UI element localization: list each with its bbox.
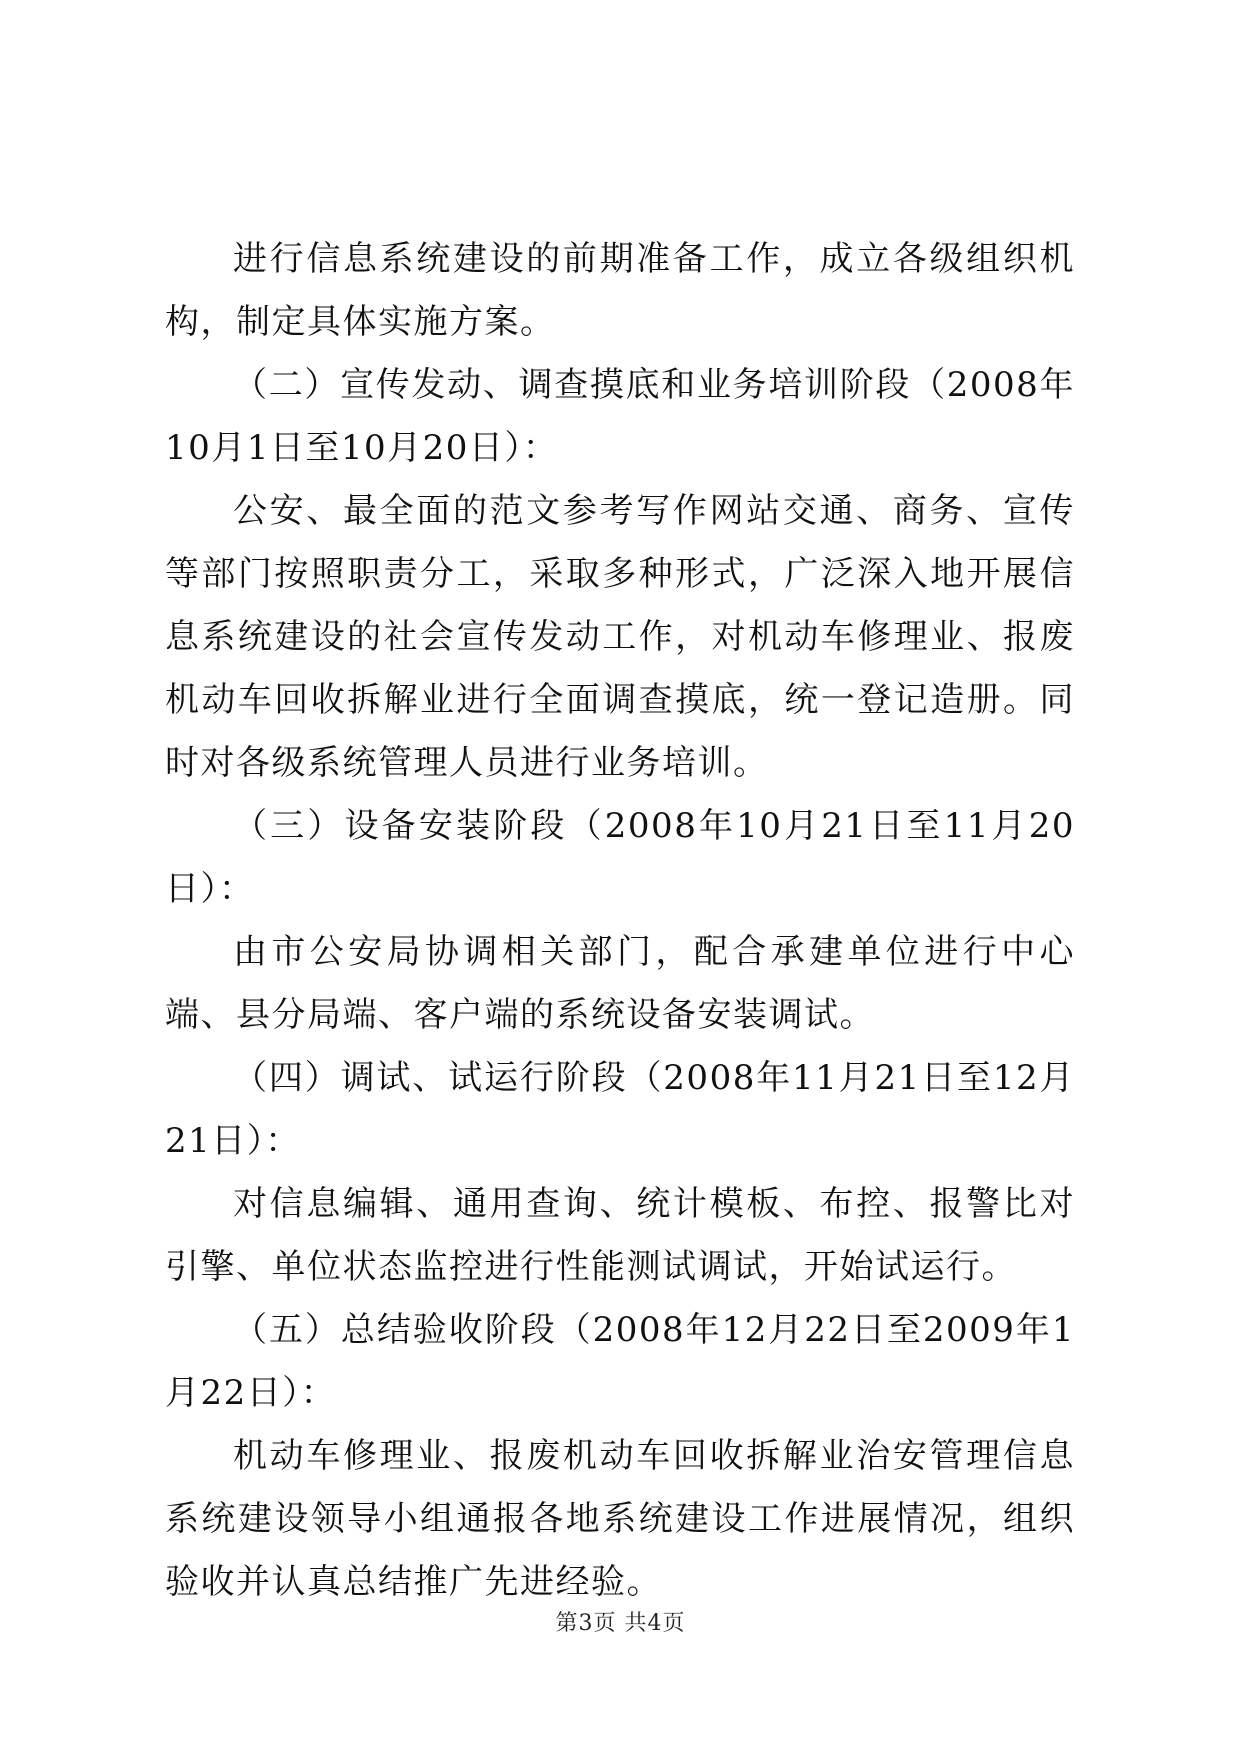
heading-stage-two: （二）宣传发动、调查摸底和业务培训阶段（2008年10月1日至10月20日）： — [165, 365, 1075, 468]
heading-stage-three: （三）设备安装阶段（2008年10月21日至11月20日）： — [165, 806, 1075, 909]
paragraph-stage-five: 机动车修理业、报废机动车回收拆解业治安管理信息系统建设领导小组通报各地系统建设工作进展情况，组织验收并认真总结推广先进经验。 — [165, 1436, 1075, 1602]
paragraph-stage-two: 公安、最全面的范文参考写作网站交通、商务、宣传等部门按照职责分工，采取多种形式，广泛深入地开展信息系统建设的社会宣传发动工作，对机动车修理业、报废机动车回收拆解业进行全面调查摸底，统一登记造册。同时对各级系统管理人员进行业务培训。 — [165, 491, 1075, 783]
page-number-footer: 第3页 共4页 — [555, 1611, 686, 1636]
heading-stage-four: （四）调试、试运行阶段（2008年11月21日至12月21日）： — [165, 1058, 1075, 1161]
paragraph-stage-four: 对信息编辑、通用查询、统计模板、布控、报警比对引擎、单位状态监控进行性能测试调试，开始试运行。 — [165, 1184, 1075, 1287]
document-body — [165, 228, 1075, 1614]
paragraph-stage-three: 由市公安局协调相关部门，配合承建单位进行中心端、县分局端、客户端的系统设备安装调试。 — [165, 932, 1075, 1035]
paragraph-preparation: 进行信息系统建设的前期准备工作，成立各级组织机构，制定具体实施方案。 — [165, 239, 1075, 342]
heading-stage-five: （五）总结验收阶段（2008年12月22日至2009年1月22日）： — [165, 1310, 1075, 1413]
